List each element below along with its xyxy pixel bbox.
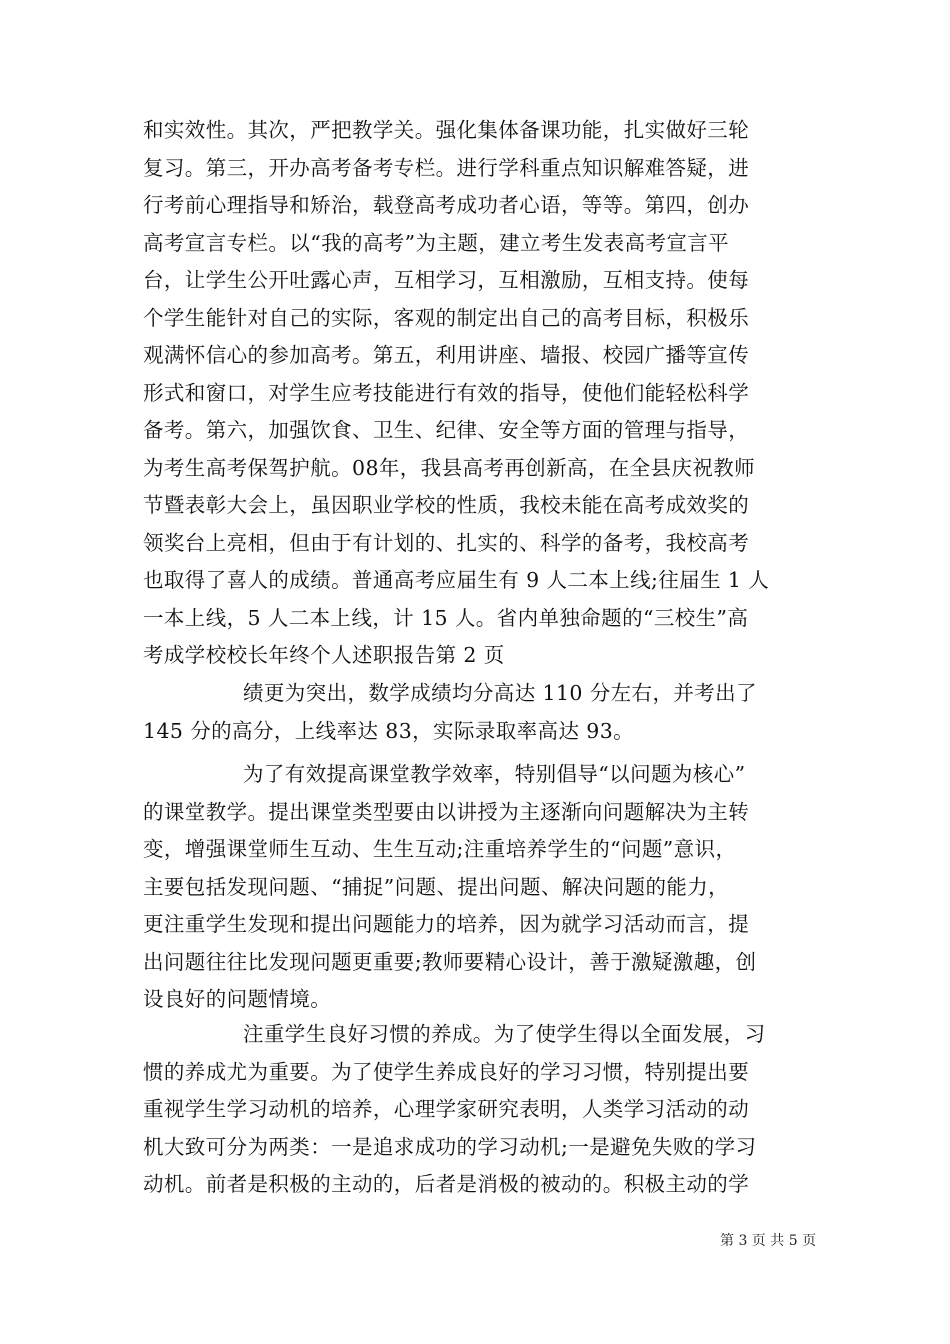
text-line: 复习。第三，开办高考备考专栏。进行学科重点知识解难答疑，进 (143, 155, 750, 180)
text-line: 个学生能针对自己的实际，客观的制定出自己的高考目标，积极乐 (143, 305, 750, 330)
text-line: 考成学校校长年终个人述职报告第 2 页 (143, 643, 505, 667)
text-line: 注重学生良好习惯的养成。为了使学生得以全面发展，习 (243, 1022, 766, 1046)
text-line: 行考前心理指导和矫治，载登高考成功者心语，等等。第四，创办 (143, 193, 750, 217)
text-line: 出问题往往比发现问题更重要;教师要精心设计，善于激疑激趣，创 (143, 949, 757, 974)
text-line: 形式和窗口，对学生应考技能进行有效的指导，使他们能轻松科学 (143, 380, 750, 405)
paragraph-4 (143, 1016, 807, 1204)
text-line: 观满怀信心的参加高考。第五，利用讲座、墙报、校园广播等宣传 (143, 343, 750, 367)
text-line: 的课堂教学。提出课堂类型要由以讲授为主逐渐向问题解决为主转 (143, 799, 750, 824)
paragraph-2 (143, 675, 807, 750)
text-line: 惯的养成尤为重要。为了使学生养成良好的学习习惯，特别提出要 (143, 1059, 750, 1084)
text-line: 一本上线，5 人二本上线，计 15 人。省内单独命题的“三校生”高 (143, 605, 749, 630)
text-line: 设良好的问题情境。 (143, 987, 332, 1011)
text-line: 更注重学生发现和提出问题能力的培养，因为就学习活动而言，提 (143, 912, 750, 936)
text-line: 和实效性。其次，严把教学关。强化集体备课功能，扎实做好三轮 (143, 118, 750, 142)
text-line: 动机。前者是积极的主动的，后者是消极的被动的。积极主动的学 (143, 1172, 750, 1196)
text-line: 高考宣言专栏。以“我的高考”为主题，建立考生发表高考宣言平 (143, 230, 730, 255)
text-line: 领奖台上亮相，但由于有计划的、扎实的、科学的备考，我校高考 (143, 530, 750, 555)
text-line: 台，让学生公开吐露心声，互相学习，互相激励，互相支持。使每 (143, 268, 750, 292)
text-line: 节暨表彰大会上，虽因职业学校的性质，我校未能在高考成效奖的 (143, 493, 750, 517)
text-line: 主要包括发现问题、“捕捉”问题、提出问题、解决问题的能力， (143, 874, 730, 899)
text-line: 备考。第六，加强饮食、卫生、纪律、安全等方面的管理与指导， (143, 418, 750, 442)
text-line: 绩更为突出，数学成绩均分高达 110 分左右，并考出了 (243, 681, 757, 705)
text-line: 机大致可分为两类：一是追求成功的学习动机;一是避免失败的学习 (143, 1134, 757, 1159)
text-line: 重视学生学习动机的培养，心理学家研究表明，人类学习活动的动 (143, 1097, 750, 1121)
paragraph-1 (143, 112, 807, 675)
page-number-footer: 第 3 页 共 5 页 (720, 1233, 817, 1249)
text-line: 为了有效提高课堂教学效率，特别倡导“以问题为核心” (243, 762, 746, 786)
text-line: 145 分的高分，上线率达 83，实际录取率高达 93。 (143, 718, 635, 743)
text-line: 为考生高考保驾护航。08年，我县高考再创新高，在全县庆祝教师 (143, 455, 756, 480)
text-line: 也取得了喜人的成绩。普通高考应届生有 9 人二本上线;往届生 1 人 (143, 568, 770, 592)
paragraph-3 (143, 756, 807, 1019)
text-line: 变，增强课堂师生互动、生生互动;注重培养学生的“问题”意识， (143, 837, 737, 861)
